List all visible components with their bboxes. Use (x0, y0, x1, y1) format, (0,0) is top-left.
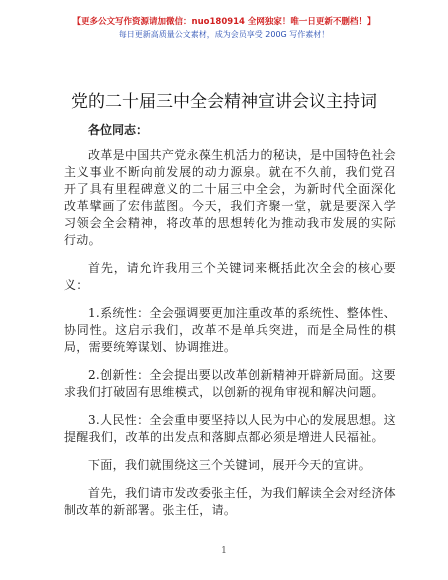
paragraph-keywords-lead: 首先，请允许我用三个关键词来概括此次全会的核心要义： (64, 261, 396, 292)
promo-banner (0, 16, 448, 41)
paragraph-keyword-innovative: 2.创新性：全会提出要以改革创新精神开辟新局面。这要求我们打破固有思维模式，以创新的视角审视和解决问题。 (64, 368, 396, 399)
paragraph-speaker-intro: 首先，我们请市发改委张主任，为我们解读全会对经济体制改革的新部署。张主任，请。 (64, 486, 396, 517)
promo-banner-line-2: 每日更新高质量公文素材，成为会员享受 200G 写作素材！ (118, 30, 330, 39)
page-number: 1 (221, 546, 227, 556)
document-body (64, 122, 396, 530)
salutation: 各位同志： (88, 123, 149, 137)
document-title: 党的二十届三中全会精神宣讲会议主持词 (71, 92, 377, 112)
paragraph-keyword-systematic: 1.系统性：全会强调要更加注重改革的系统性、整体性、协同性。这启示我们，改革不是单兵突进，而是全局性的棋局，需要统筹谋划、协调推进。 (64, 306, 396, 354)
paragraph-keyword-people: 3.人民性：全会重申要坚持以人民为中心的发展思想。这提醒我们，改革的出发点和落脚点都必须是增进人民福祉。 (64, 413, 396, 444)
paragraph-intro: 改革是中国共产党永葆生机活力的秘诀，是中国特色社会主义事业不断向前发展的动力源泉。就在不久前，我们党召开了具有里程碑意义的二十届三中全会，为新时代全面深化改革擘画了宏伟蓝图。今天，我们齐聚一堂，就是要深入学习领会全会精神，将改革的思想转化为推动我市发展的实际行动。 (64, 148, 396, 247)
promo-banner-line-1: 【更多公文写作资源请加微信：nuo180914 全网独家！唯一日更新不删档！】 (72, 17, 376, 27)
paragraph-transition: 下面，我们就围绕这三个关键词，展开今天的宣讲。 (88, 458, 371, 472)
